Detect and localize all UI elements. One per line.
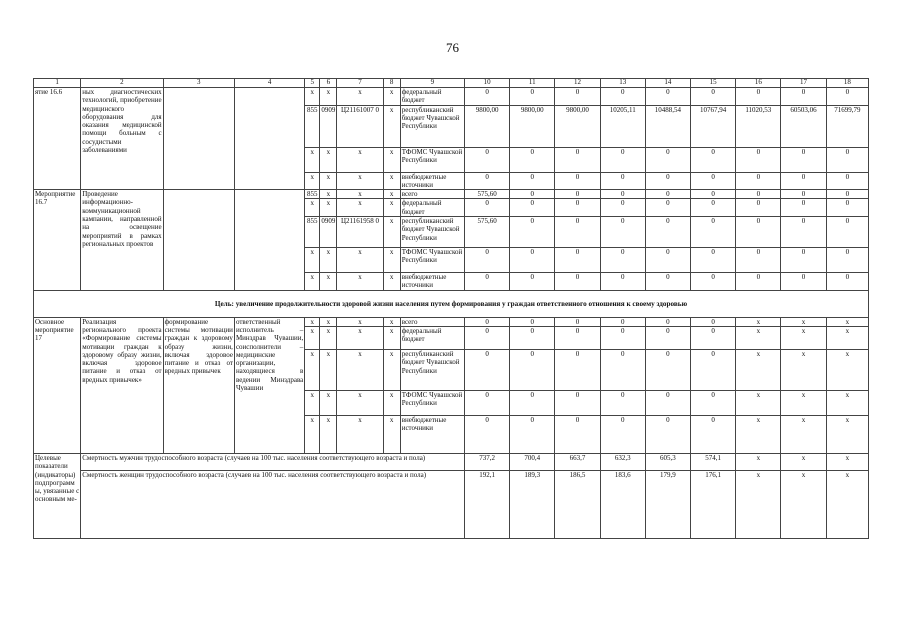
indicator-text: Смертность женщин трудоспособного возраста (случаев на 100 тыс. населения соответствующего возраста и пола) bbox=[81, 470, 465, 538]
year-value: 0 bbox=[600, 390, 645, 415]
code-target: x bbox=[337, 147, 383, 172]
year-value: 0 bbox=[600, 349, 645, 390]
header-cell-12: 12 bbox=[555, 79, 600, 88]
year-value: 0 bbox=[826, 273, 868, 291]
code-expense: x bbox=[383, 273, 400, 291]
year-value: 0 bbox=[691, 217, 736, 248]
code-expense: x bbox=[383, 147, 400, 172]
code-section: x bbox=[320, 390, 337, 415]
year-value: 0 bbox=[465, 248, 510, 273]
code-expense: x bbox=[383, 199, 400, 217]
year-value: 0 bbox=[691, 415, 736, 453]
year-value: x bbox=[826, 390, 868, 415]
code-target: x bbox=[337, 190, 383, 199]
page-number: 76 bbox=[446, 40, 459, 55]
year-value: 9800,00 bbox=[555, 105, 600, 147]
code-section: x bbox=[320, 317, 337, 326]
code-target: x bbox=[337, 172, 383, 190]
code-section: x bbox=[320, 248, 337, 273]
year-value: 0 bbox=[465, 415, 510, 453]
code-expense: x bbox=[383, 88, 400, 106]
code-target: x bbox=[337, 326, 383, 349]
year-value: 0 bbox=[691, 390, 736, 415]
funding-source: республиканский бюджет Чувашской Республики bbox=[400, 349, 464, 390]
indicator-value: x bbox=[781, 470, 826, 538]
funding-source: всего bbox=[400, 317, 464, 326]
indicator-value: 179,9 bbox=[645, 470, 690, 538]
funding-source: федеральный бюджет bbox=[400, 88, 464, 106]
budget-table bbox=[33, 78, 869, 539]
year-value: 0 bbox=[465, 88, 510, 106]
goal-text: Цель: увеличение продолжительности здоровой жизни населения путем формирования у граждан ответственного отношения к своему здоровью bbox=[34, 290, 869, 317]
year-value: 0 bbox=[691, 147, 736, 172]
year-value: 0 bbox=[645, 172, 690, 190]
code-expense: x bbox=[383, 349, 400, 390]
indicator-value: x bbox=[781, 453, 826, 470]
year-value: 0 bbox=[510, 248, 555, 273]
code-expense: x bbox=[383, 326, 400, 349]
year-value: 0 bbox=[510, 88, 555, 106]
year-value: 0 bbox=[465, 147, 510, 172]
header-cell-9: 9 bbox=[400, 79, 464, 88]
year-value: 9800,00 bbox=[510, 105, 555, 147]
code-grbs: x bbox=[305, 273, 320, 291]
goal-row bbox=[34, 290, 869, 317]
year-value: 0 bbox=[826, 190, 868, 199]
code-target: x bbox=[337, 415, 383, 453]
year-value: 0 bbox=[781, 172, 826, 190]
year-value: 10767,94 bbox=[691, 105, 736, 147]
header-cell-3: 3 bbox=[163, 79, 234, 88]
table-row bbox=[34, 88, 869, 106]
code-grbs: x bbox=[305, 147, 320, 172]
year-value: 0 bbox=[645, 390, 690, 415]
year-value: 0 bbox=[510, 273, 555, 291]
indicator-value: 186,5 bbox=[555, 470, 600, 538]
year-value: 0 bbox=[691, 88, 736, 106]
code-section: x bbox=[320, 190, 337, 199]
year-value: 0 bbox=[510, 349, 555, 390]
year-value: 0 bbox=[691, 326, 736, 349]
year-value: 0 bbox=[781, 217, 826, 248]
year-value: 0 bbox=[691, 317, 736, 326]
measure-goal bbox=[163, 88, 234, 190]
indicator-value: x bbox=[826, 453, 868, 470]
header-cell-8: 8 bbox=[383, 79, 400, 88]
header-cell-16: 16 bbox=[736, 79, 781, 88]
code-target: x bbox=[337, 88, 383, 106]
code-section: 0909 bbox=[320, 217, 337, 248]
funding-source: ТФОМС Чувашской Республики bbox=[400, 147, 464, 172]
year-value: x bbox=[736, 317, 781, 326]
year-value: 0 bbox=[781, 199, 826, 217]
year-value: 0 bbox=[826, 248, 868, 273]
year-value: 0 bbox=[510, 326, 555, 349]
year-value: 60503,06 bbox=[781, 105, 826, 147]
year-value: 0 bbox=[736, 248, 781, 273]
indicator-value: 632,3 bbox=[600, 453, 645, 470]
indicator-value: 183,6 bbox=[600, 470, 645, 538]
year-value: x bbox=[781, 349, 826, 390]
year-value: 0 bbox=[736, 217, 781, 248]
year-value: 0 bbox=[781, 147, 826, 172]
year-value: 10205,11 bbox=[600, 105, 645, 147]
year-value: 10488,54 bbox=[645, 105, 690, 147]
indicator-value: 737,2 bbox=[465, 453, 510, 470]
year-value: 0 bbox=[555, 88, 600, 106]
table-row bbox=[34, 317, 869, 326]
year-value: 0 bbox=[600, 415, 645, 453]
header-cell-10: 10 bbox=[465, 79, 510, 88]
year-value: 0 bbox=[691, 190, 736, 199]
year-value: 0 bbox=[645, 190, 690, 199]
code-target: x bbox=[337, 248, 383, 273]
code-grbs: x bbox=[305, 326, 320, 349]
year-value: 0 bbox=[465, 172, 510, 190]
year-value: 0 bbox=[510, 199, 555, 217]
year-value: 0 bbox=[691, 273, 736, 291]
header-row bbox=[34, 79, 869, 88]
measure-responsible: ответственный исполнитель – Минздрав Чувашии, соисполнители – медицинские организации, находящиеся в ведении Минздрава Чувашии bbox=[234, 317, 304, 453]
code-grbs: x bbox=[305, 415, 320, 453]
measure-responsible bbox=[234, 190, 304, 290]
funding-source: федеральный бюджет bbox=[400, 326, 464, 349]
code-section: x bbox=[320, 349, 337, 390]
year-value: 0 bbox=[736, 172, 781, 190]
year-value: 0 bbox=[510, 190, 555, 199]
year-value: 0 bbox=[555, 172, 600, 190]
year-value: 0 bbox=[465, 317, 510, 326]
header-cell-17: 17 bbox=[781, 79, 826, 88]
year-value: x bbox=[781, 390, 826, 415]
year-value: 0 bbox=[781, 88, 826, 106]
year-value: 11020,53 bbox=[736, 105, 781, 147]
year-value: 0 bbox=[645, 326, 690, 349]
year-value: 0 bbox=[691, 349, 736, 390]
year-value: 0 bbox=[736, 273, 781, 291]
code-expense: x bbox=[383, 217, 400, 248]
year-value: 0 bbox=[555, 415, 600, 453]
year-value: 0 bbox=[600, 317, 645, 326]
year-value: x bbox=[781, 326, 826, 349]
measure-number: Мероприятие 16.7 bbox=[34, 190, 81, 290]
year-value: 0 bbox=[781, 190, 826, 199]
year-value: x bbox=[826, 317, 868, 326]
code-grbs: x bbox=[305, 88, 320, 106]
funding-source: ТФОМС Чувашской Республики bbox=[400, 248, 464, 273]
year-value: 0 bbox=[510, 172, 555, 190]
indicator-value: 574,1 bbox=[691, 453, 736, 470]
code-expense: x bbox=[383, 415, 400, 453]
year-value: 0 bbox=[465, 273, 510, 291]
header-cell-6: 6 bbox=[320, 79, 337, 88]
year-value: 0 bbox=[645, 88, 690, 106]
year-value: 0 bbox=[510, 317, 555, 326]
year-value: 0 bbox=[826, 217, 868, 248]
year-value: 71699,79 bbox=[826, 105, 868, 147]
year-value: 0 bbox=[600, 172, 645, 190]
funding-source: внебюджетные источники bbox=[400, 273, 464, 291]
indicator-row bbox=[34, 470, 869, 538]
year-value: 0 bbox=[736, 147, 781, 172]
code-grbs: x bbox=[305, 172, 320, 190]
code-section: x bbox=[320, 326, 337, 349]
indicator-text: Смертность мужчин трудоспособного возраста (случаев на 100 тыс. населения соответствующего возраста и пола) bbox=[81, 453, 465, 470]
year-value: 0 bbox=[555, 273, 600, 291]
code-section: x bbox=[320, 415, 337, 453]
header-cell-14: 14 bbox=[645, 79, 690, 88]
code-target: Ц21161958 0 bbox=[337, 217, 383, 248]
code-grbs: x bbox=[305, 390, 320, 415]
year-value: x bbox=[826, 349, 868, 390]
code-expense: x bbox=[383, 248, 400, 273]
measure-responsible bbox=[234, 88, 304, 190]
header-cell-2: 2 bbox=[81, 79, 163, 88]
indicator-value: 605,3 bbox=[645, 453, 690, 470]
year-value: 0 bbox=[826, 199, 868, 217]
header-cell-18: 18 bbox=[826, 79, 868, 88]
year-value: 0 bbox=[691, 172, 736, 190]
year-value: 0 bbox=[600, 147, 645, 172]
code-grbs: x bbox=[305, 248, 320, 273]
year-value: 0 bbox=[645, 349, 690, 390]
code-expense: x bbox=[383, 105, 400, 147]
funding-source: республиканский бюджет Чувашской Республики bbox=[400, 105, 464, 147]
year-value: x bbox=[736, 390, 781, 415]
year-value: 0 bbox=[645, 147, 690, 172]
year-value: 0 bbox=[826, 147, 868, 172]
year-value: 0 bbox=[555, 217, 600, 248]
code-section: x bbox=[320, 88, 337, 106]
code-expense: x bbox=[383, 390, 400, 415]
measure-name: Проведение информационно-коммуникационной кампании, направленной на освещение мероприятий в рамках региональных проектов bbox=[81, 190, 163, 290]
funding-source: внебюджетные источники bbox=[400, 415, 464, 453]
year-value: 0 bbox=[736, 88, 781, 106]
year-value: 0 bbox=[510, 415, 555, 453]
code-section: x bbox=[320, 147, 337, 172]
code-grbs: 855 bbox=[305, 190, 320, 199]
code-target: Ц21161007 0 bbox=[337, 105, 383, 147]
year-value: 0 bbox=[691, 248, 736, 273]
year-value: 0 bbox=[510, 217, 555, 248]
year-value: 0 bbox=[736, 190, 781, 199]
year-value: 0 bbox=[645, 248, 690, 273]
indicator-value: 663,7 bbox=[555, 453, 600, 470]
year-value: x bbox=[781, 415, 826, 453]
year-value: 0 bbox=[510, 147, 555, 172]
funding-source: всего bbox=[400, 190, 464, 199]
code-section: x bbox=[320, 199, 337, 217]
year-value: 0 bbox=[555, 317, 600, 326]
header-cell-11: 11 bbox=[510, 79, 555, 88]
year-value: 0 bbox=[736, 199, 781, 217]
year-value: 0 bbox=[645, 415, 690, 453]
year-value: 0 bbox=[555, 190, 600, 199]
year-value: 0 bbox=[555, 349, 600, 390]
year-value: 0 bbox=[600, 88, 645, 106]
year-value: 0 bbox=[555, 199, 600, 217]
year-value: 9800,00 bbox=[465, 105, 510, 147]
indicator-value: 176,1 bbox=[691, 470, 736, 538]
year-value: 0 bbox=[826, 172, 868, 190]
funding-source: республиканский бюджет Чувашской Республики bbox=[400, 217, 464, 248]
indicator-value: 192,1 bbox=[465, 470, 510, 538]
code-grbs: 855 bbox=[305, 105, 320, 147]
code-target: x bbox=[337, 349, 383, 390]
year-value: 0 bbox=[781, 248, 826, 273]
measure-name: Реализация регионального проекта «Формирование системы мотивации граждан к здоровому образу жизни, включая здоровое питание и отказ от вредных привычек» bbox=[81, 317, 163, 453]
year-value: 0 bbox=[600, 273, 645, 291]
indicator-value: 189,3 bbox=[510, 470, 555, 538]
indicators-label: Целевые показатели (индикаторы) подпрограммы, увязанные с основным ме- bbox=[34, 453, 81, 538]
measure-number: Основное мероприятие 17 bbox=[34, 317, 81, 453]
year-value: 0 bbox=[826, 88, 868, 106]
year-value: 0 bbox=[555, 326, 600, 349]
year-value: 575,60 bbox=[465, 217, 510, 248]
year-value: x bbox=[781, 317, 826, 326]
header-cell-7: 7 bbox=[337, 79, 383, 88]
code-target: x bbox=[337, 390, 383, 415]
code-grbs: 855 bbox=[305, 217, 320, 248]
code-section: x bbox=[320, 273, 337, 291]
year-value: 0 bbox=[600, 248, 645, 273]
year-value: x bbox=[736, 349, 781, 390]
year-value: 0 bbox=[645, 199, 690, 217]
indicator-row bbox=[34, 453, 869, 470]
header-cell-5: 5 bbox=[305, 79, 320, 88]
code-section: x bbox=[320, 172, 337, 190]
code-grbs: x bbox=[305, 199, 320, 217]
year-value: x bbox=[826, 326, 868, 349]
year-value: 0 bbox=[645, 217, 690, 248]
table-row bbox=[34, 190, 869, 199]
indicator-value: x bbox=[736, 453, 781, 470]
year-value: 0 bbox=[645, 317, 690, 326]
indicator-value: 700,4 bbox=[510, 453, 555, 470]
indicator-value: x bbox=[736, 470, 781, 538]
year-value: 0 bbox=[600, 199, 645, 217]
year-value: 0 bbox=[600, 190, 645, 199]
year-value: 0 bbox=[600, 217, 645, 248]
year-value: 0 bbox=[465, 326, 510, 349]
year-value: 0 bbox=[555, 390, 600, 415]
funding-source: внебюджетные источники bbox=[400, 172, 464, 190]
indicator-value: x bbox=[826, 470, 868, 538]
year-value: 0 bbox=[781, 273, 826, 291]
year-value: 0 bbox=[465, 390, 510, 415]
header-cell-1: 1 bbox=[34, 79, 81, 88]
year-value: x bbox=[736, 326, 781, 349]
code-target: x bbox=[337, 317, 383, 326]
code-expense: x bbox=[383, 190, 400, 199]
year-value: 0 bbox=[555, 248, 600, 273]
funding-source: федеральный бюджет bbox=[400, 199, 464, 217]
header-cell-15: 15 bbox=[691, 79, 736, 88]
year-value: 0 bbox=[691, 199, 736, 217]
code-section: 0909 bbox=[320, 105, 337, 147]
funding-source: ТФОМС Чувашской Республики bbox=[400, 390, 464, 415]
measure-number: ятие 16.6 bbox=[34, 88, 81, 190]
year-value: 575,60 bbox=[465, 190, 510, 199]
code-target: x bbox=[337, 199, 383, 217]
header-cell-13: 13 bbox=[600, 79, 645, 88]
measure-goal bbox=[163, 190, 234, 290]
year-value: 0 bbox=[465, 199, 510, 217]
year-value: 0 bbox=[465, 349, 510, 390]
code-expense: x bbox=[383, 317, 400, 326]
code-grbs: x bbox=[305, 317, 320, 326]
measure-name: ных диагностических технологий, приобретение медицинского оборудования для оказания медицинской помощи больным с сосудистыми заболеваниями bbox=[81, 88, 163, 190]
year-value: x bbox=[826, 415, 868, 453]
year-value: 0 bbox=[510, 390, 555, 415]
year-value: 0 bbox=[555, 147, 600, 172]
year-value: 0 bbox=[645, 273, 690, 291]
code-target: x bbox=[337, 273, 383, 291]
measure-goal: формирование системы мотивации граждан к здоровому образу жизни, включая здоровое питание и отказ от вредных привычек bbox=[163, 317, 234, 453]
code-expense: x bbox=[383, 172, 400, 190]
code-grbs: x bbox=[305, 349, 320, 390]
header-cell-4: 4 bbox=[234, 79, 304, 88]
year-value: 0 bbox=[600, 326, 645, 349]
year-value: x bbox=[736, 415, 781, 453]
